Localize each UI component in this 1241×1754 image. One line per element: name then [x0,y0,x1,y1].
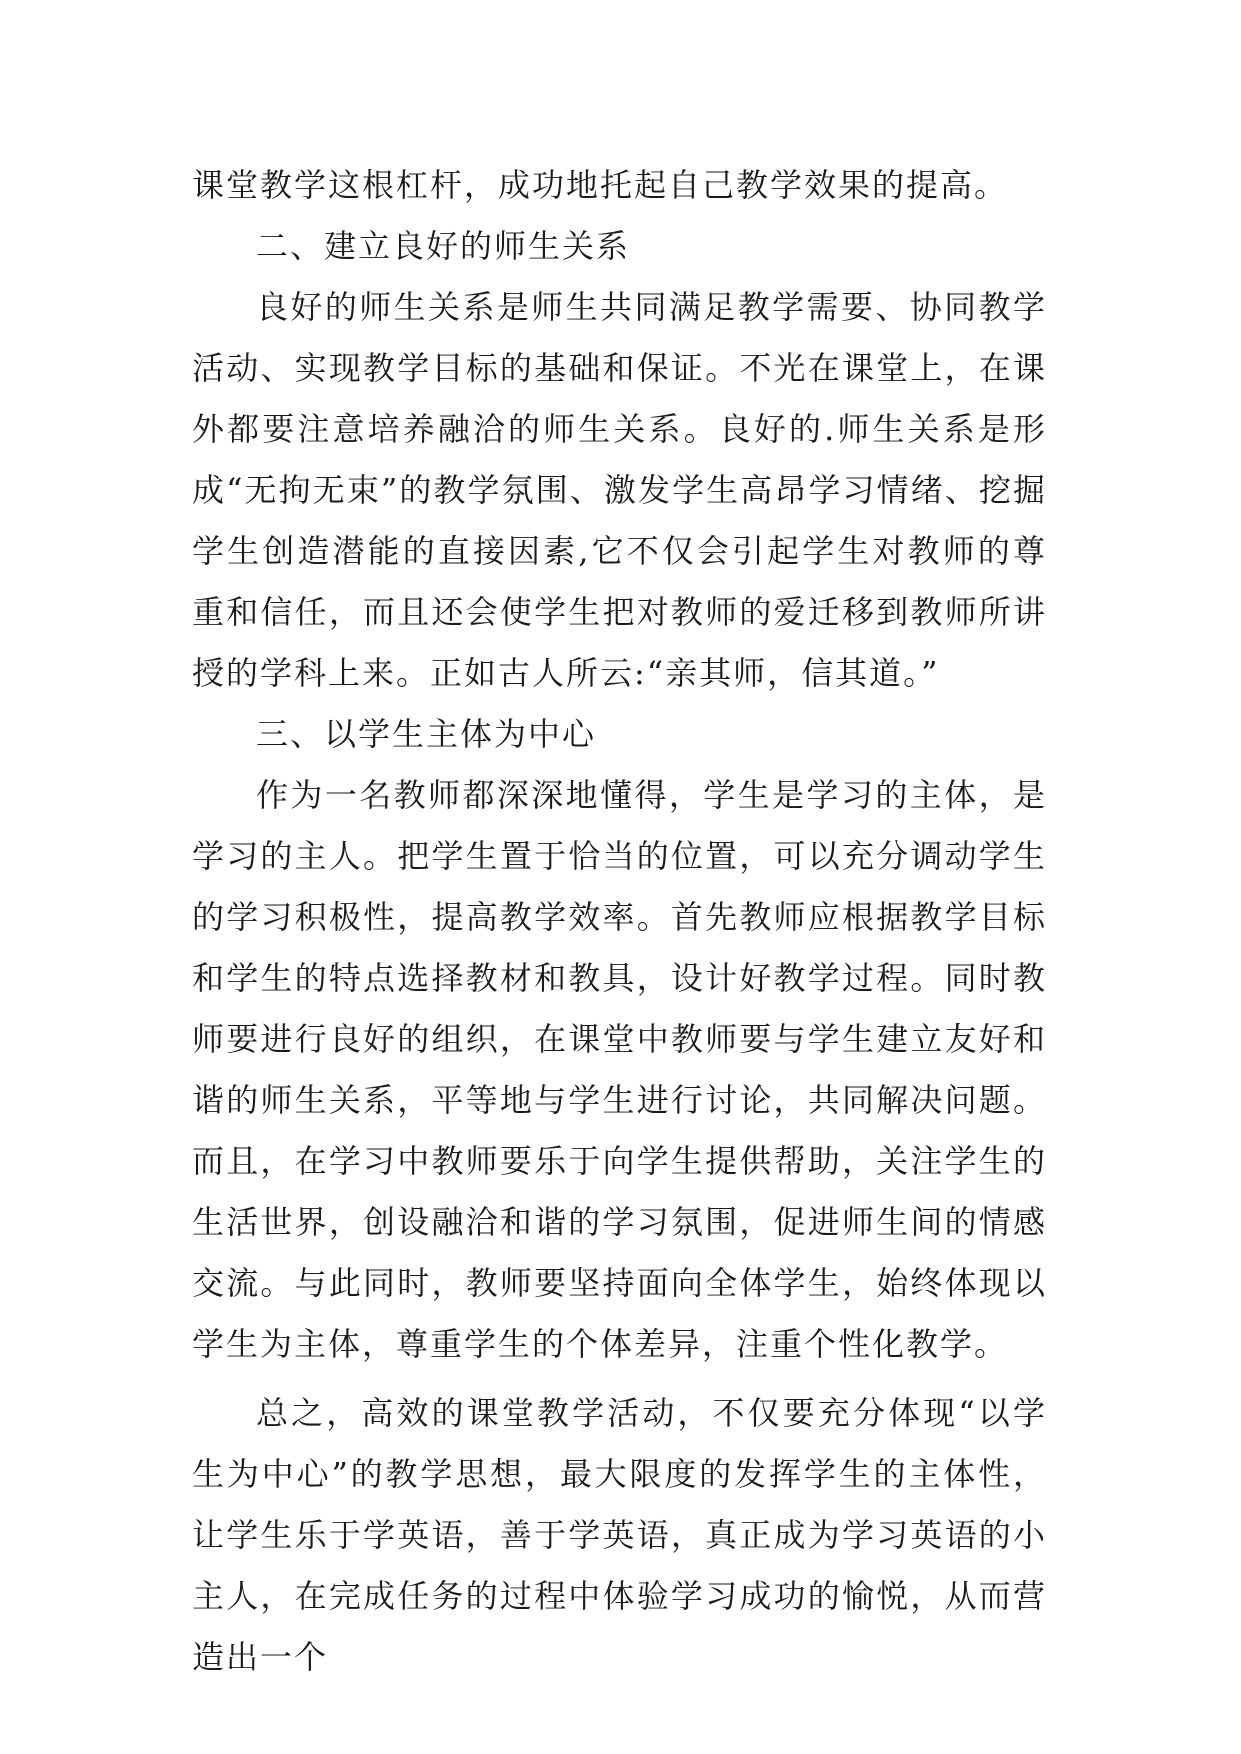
section-heading-student-centered: 三、以学生主体为中心 [256,715,597,753]
document-body [192,155,1047,1688]
section-paragraph-relationship: 良好的师生关系是师生共同满足教学需要、协同教学活动、实现教学目标的基础和保证。不光在课堂上，在课外都要注意培养融洽的师生关系。良好的.师生关系是形成“无拘无束”的教学氛围、激发学生高昂学习情绪、挖掘学生创造潜能的直接因素,它不仅会引起学生对教师的尊重和信任，而且还会使学生把对教师的爱迁移到教师所讲授的学科上来。正如古人所云:“亲其师，信其道。” [192,288,1047,692]
section-heading-relationship: 二、建立良好的师生关系 [256,227,631,265]
section-paragraph-student-centered: 作为一名教师都深深地懂得，学生是学习的主体，是学习的主人。把学生置于恰当的位置，可以充分调动学生的学习积极性，提高教学效率。首先教师应根据教学目标和学生的特点选择教材和教具，设计好教学过程。同时教师要进行良好的组织，在课堂中教师要与学生建立友好和谐的师生关系，平等地与学生进行讨论，共同解决问题。而且，在学习中教师要乐于向学生提供帮助，关注学生的生活世界，创设融洽和谐的学习氛围，促进师生间的情感交流。与此同时，教师要坚持面向全体学生，始终体现以学生为主体，尊重学生的个体差异，注重个性化教学。 [192,776,1047,1363]
conclusion-paragraph: 总之，高效的课堂教学活动，不仅要充分体现“以学生为中心”的教学思想，最大限度的发挥学生的主体性，让学生乐于学英语，善于学英语，真正成为学习英语的小主人，在完成任务的过程中体验学习成功的愉悦，从而营造出一个 [192,1394,1047,1676]
continuation-paragraph: 课堂教学这根杠杆，成功地托起自己教学效果的提高。 [192,166,1009,204]
